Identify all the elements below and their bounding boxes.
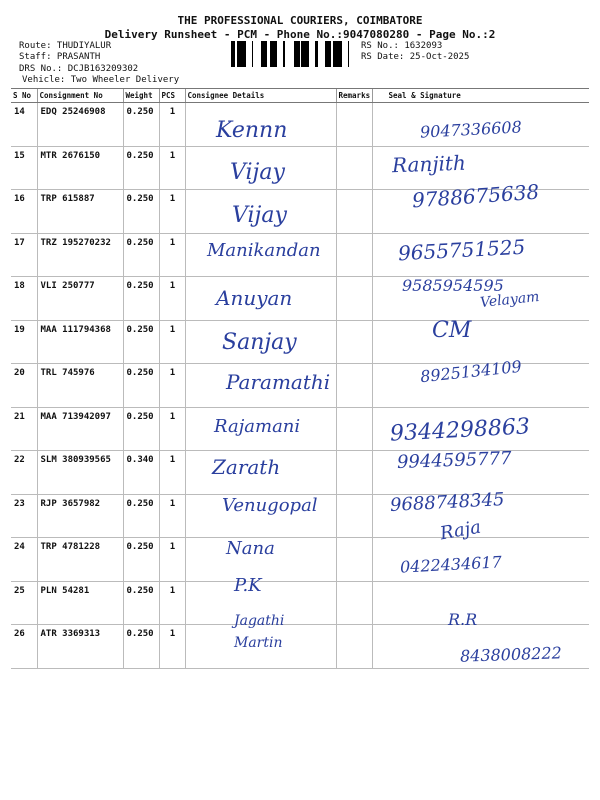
weight-cell: 0.250 bbox=[123, 103, 159, 147]
table-row bbox=[11, 233, 589, 277]
weight-cell: 0.250 bbox=[123, 581, 159, 625]
sno-cell: 25 bbox=[11, 581, 37, 625]
table-row bbox=[11, 494, 589, 538]
consignee-cell bbox=[185, 190, 336, 234]
col-consignee-header: Consignee Details bbox=[185, 89, 336, 103]
pcs-cell: 1 bbox=[159, 494, 185, 538]
vehicle-label: Vehicle: Two Wheeler Delivery bbox=[22, 75, 180, 85]
company-title: THE PROFESSIONAL COURIERS, COIMBATORE bbox=[177, 14, 423, 27]
consignment-cell: EDQ 25246908 bbox=[37, 103, 123, 147]
consignment-cell: VLI 250777 bbox=[37, 277, 123, 321]
consignee-cell bbox=[185, 103, 336, 147]
handwritten-signature: 9688748345 bbox=[389, 489, 506, 516]
signature-cell bbox=[372, 451, 589, 495]
signature-cell bbox=[372, 277, 589, 321]
sno-cell: 23 bbox=[11, 494, 37, 538]
signature-cell bbox=[372, 103, 589, 147]
sno-cell: 15 bbox=[11, 146, 37, 190]
signature-cell bbox=[372, 407, 589, 451]
rs-no-label: RS No.: 1632093 bbox=[361, 41, 443, 51]
drs-label: DRS No.: DCJB163209302 bbox=[19, 64, 139, 74]
handwritten-signature: CM bbox=[432, 318, 472, 343]
handwritten-signature: 9655751525 bbox=[397, 234, 526, 266]
table-row bbox=[11, 538, 589, 582]
handwritten-name: Rajamani bbox=[214, 416, 301, 437]
pcs-cell: 1 bbox=[159, 538, 185, 582]
col-remarks-header: Remarks bbox=[336, 89, 372, 103]
handwritten-signature: 8925134109 bbox=[419, 356, 523, 387]
handwritten-signature: 9944595777 bbox=[396, 448, 512, 473]
handwritten-name: Manikandan bbox=[207, 240, 321, 261]
handwritten-name: Sanjay bbox=[222, 330, 297, 355]
consignee-cell bbox=[185, 320, 336, 364]
consignee-cell bbox=[185, 233, 336, 277]
weight-cell: 0.250 bbox=[123, 233, 159, 277]
sno-cell: 20 bbox=[11, 364, 37, 408]
weight-cell: 0.250 bbox=[123, 146, 159, 190]
pcs-cell: 1 bbox=[159, 190, 185, 234]
consignee-cell bbox=[185, 451, 336, 495]
weight-cell: 0.250 bbox=[123, 538, 159, 582]
table-row bbox=[11, 364, 589, 408]
col-signature-header: Seal & Signature bbox=[372, 89, 589, 103]
remarks-cell bbox=[336, 581, 372, 625]
signature-cell bbox=[372, 625, 589, 669]
consignment-cell: TRZ 195270232 bbox=[37, 233, 123, 277]
consignment-cell: SLM 380939565 bbox=[37, 451, 123, 495]
remarks-cell bbox=[336, 494, 372, 538]
consignee-cell bbox=[185, 494, 336, 538]
pcs-cell: 1 bbox=[159, 277, 185, 321]
table-row bbox=[11, 407, 589, 451]
pcs-cell: 1 bbox=[159, 407, 185, 451]
signature-cell bbox=[372, 320, 589, 364]
signature-cell bbox=[372, 494, 589, 538]
signature-cell bbox=[372, 581, 589, 625]
signature-cell bbox=[372, 146, 589, 190]
weight-cell: 0.340 bbox=[123, 451, 159, 495]
handwritten-signature: 9585954595 bbox=[402, 276, 504, 295]
consignment-cell: TRL 745976 bbox=[37, 364, 123, 408]
weight-cell: 0.250 bbox=[123, 320, 159, 364]
consignee-cell bbox=[185, 581, 336, 625]
consignment-cell: TRP 615887 bbox=[37, 190, 123, 234]
remarks-cell bbox=[336, 407, 372, 451]
handwritten-signature: Velayam bbox=[479, 288, 541, 312]
remarks-cell bbox=[336, 364, 372, 408]
sno-cell: 19 bbox=[11, 320, 37, 364]
handwritten-signature: Raja bbox=[438, 516, 483, 545]
table-row bbox=[11, 146, 589, 190]
consignee-cell bbox=[185, 625, 336, 669]
handwritten-name: Anuyan bbox=[216, 286, 293, 310]
handwritten-signature: 9047336608 bbox=[419, 117, 523, 142]
remarks-cell bbox=[336, 146, 372, 190]
table-header-row bbox=[11, 89, 589, 103]
consignment-cell: PLN 54281 bbox=[37, 581, 123, 625]
handwritten-name: P.K bbox=[234, 575, 262, 596]
remarks-cell bbox=[336, 320, 372, 364]
consignment-cell: RJP 3657982 bbox=[37, 494, 123, 538]
table-row bbox=[11, 103, 589, 147]
table-row bbox=[11, 451, 589, 495]
pcs-cell: 1 bbox=[159, 146, 185, 190]
runsheet-table bbox=[11, 88, 589, 669]
handwritten-name: Vijay bbox=[232, 203, 287, 228]
table-row bbox=[11, 277, 589, 321]
weight-cell: 0.250 bbox=[123, 494, 159, 538]
signature-cell bbox=[372, 364, 589, 408]
consignment-cell: ATR 3369313 bbox=[37, 625, 123, 669]
pcs-cell: 1 bbox=[159, 364, 185, 408]
weight-cell: 0.250 bbox=[123, 364, 159, 408]
col-sno-header: S No bbox=[11, 89, 37, 103]
remarks-cell bbox=[336, 103, 372, 147]
table-row bbox=[11, 625, 589, 669]
handwritten-name: Zarath bbox=[212, 455, 281, 479]
staff-label: Staff: PRASANTH bbox=[19, 52, 101, 62]
sno-cell: 17 bbox=[11, 233, 37, 277]
col-weight-header: Weight bbox=[123, 89, 159, 103]
remarks-cell bbox=[336, 190, 372, 234]
table-row bbox=[11, 190, 589, 234]
remarks-cell bbox=[336, 625, 372, 669]
handwritten-name: Vijay bbox=[230, 160, 285, 185]
handwritten-signature: Ranjith bbox=[391, 150, 467, 178]
handwritten-name: Paramathi bbox=[226, 370, 331, 394]
signature-cell bbox=[372, 190, 589, 234]
remarks-cell bbox=[336, 233, 372, 277]
weight-cell: 0.250 bbox=[123, 277, 159, 321]
sno-cell: 22 bbox=[11, 451, 37, 495]
sno-cell: 21 bbox=[11, 407, 37, 451]
weight-cell: 0.250 bbox=[123, 625, 159, 669]
consignee-cell bbox=[185, 364, 336, 408]
handwritten-name: Venugopal bbox=[222, 495, 318, 516]
sno-cell: 14 bbox=[11, 103, 37, 147]
consignee-cell bbox=[185, 407, 336, 451]
consignee-cell bbox=[185, 146, 336, 190]
route-label: Route: THUDIYALUR bbox=[19, 41, 112, 51]
handwritten-signature: 0422434617 bbox=[399, 552, 503, 577]
sno-cell: 26 bbox=[11, 625, 37, 669]
consignment-cell: MAA 111794368 bbox=[37, 320, 123, 364]
pcs-cell: 1 bbox=[159, 581, 185, 625]
consignment-cell: MTR 2676150 bbox=[37, 146, 123, 190]
weight-cell: 0.250 bbox=[123, 190, 159, 234]
sno-cell: 24 bbox=[11, 538, 37, 582]
handwritten-signature: 9344298863 bbox=[389, 414, 531, 447]
remarks-cell bbox=[336, 277, 372, 321]
handwritten-name: Jagathi Martin bbox=[234, 613, 285, 651]
handwritten-signature: R.R bbox=[448, 610, 478, 629]
sno-cell: 16 bbox=[11, 190, 37, 234]
table-row bbox=[11, 320, 589, 364]
handwritten-name: Kennn bbox=[216, 118, 288, 143]
handwritten-signature: 9788675638 bbox=[411, 179, 540, 213]
pcs-cell: 1 bbox=[159, 103, 185, 147]
pcs-cell: 1 bbox=[159, 451, 185, 495]
col-pcs-header: PCS bbox=[159, 89, 185, 103]
runsheet-subtitle: Delivery Runsheet - PCM - Phone No.:9047080280 - Page No.:2 bbox=[104, 28, 496, 41]
consignee-cell bbox=[185, 538, 336, 582]
consignee-cell bbox=[185, 277, 336, 321]
barcode-icon bbox=[231, 41, 357, 67]
col-consignment-header: Consignment No bbox=[37, 89, 123, 103]
weight-cell: 0.250 bbox=[123, 407, 159, 451]
signature-cell bbox=[372, 233, 589, 277]
sno-cell: 18 bbox=[11, 277, 37, 321]
rs-date-label: RS Date: 25-Oct-2025 bbox=[361, 52, 470, 62]
pcs-cell: 1 bbox=[159, 233, 185, 277]
handwritten-name: Nana bbox=[226, 538, 275, 559]
remarks-cell bbox=[336, 451, 372, 495]
signature-cell bbox=[372, 538, 589, 582]
handwritten-signature: 8438008222 bbox=[459, 643, 563, 666]
remarks-cell bbox=[336, 538, 372, 582]
pcs-cell: 1 bbox=[159, 320, 185, 364]
table-row bbox=[11, 581, 589, 625]
pcs-cell: 1 bbox=[159, 625, 185, 669]
consignment-cell: TRP 4781228 bbox=[37, 538, 123, 582]
consignment-cell: MAA 713942097 bbox=[37, 407, 123, 451]
